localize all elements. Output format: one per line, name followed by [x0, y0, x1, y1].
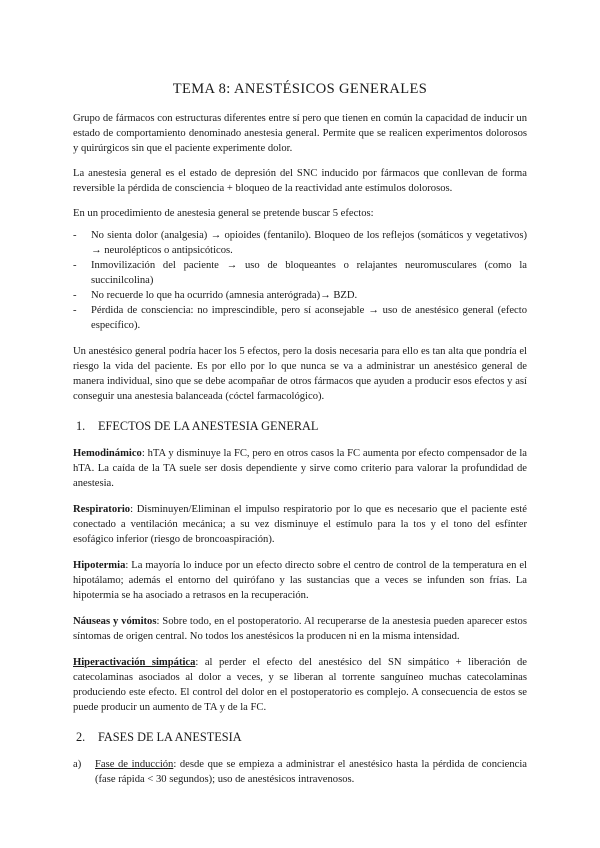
effect-text: : al perder el efecto del anestésico del SN simpático + liberación de catecolaminas asociados al dolor a veces, y se liberan al torrente sanguíneo muchas catecolaminas produciendo este efecto. El control del dolor en el postoperatorio es complejo. A consecuencia de estos se puede producir un aumento de TA y de la FC.	[73, 657, 527, 713]
effect-text: : hTA y disminuye la FC, pero en otros casos la FC aumenta por efecto compensador de la hTA. La caída de la TA suele ser dosis dependiente y sirve como criterio para valorar la profundidad de anestesia.	[73, 448, 527, 489]
intro-paragraph-2: La anestesia general es el estado de depresión del SNC inducido por fármacos que conllevan de forma reversible la pérdida de consciencia + bloqueo de la reactividad ante estímulos dolorosos.	[73, 168, 527, 194]
page-title: TEMA 8: ANESTÉSICOS GENERALES	[172, 81, 428, 97]
phase-label: Fase de inducción	[95, 759, 174, 770]
effect-hypothermia	[73, 558, 527, 603]
effect-label: Hemodinámico	[73, 448, 142, 459]
effects-list	[73, 228, 527, 333]
list-item-text: No recuerde lo que ha ocurrido (amnesia anterógrada)→ BZD.	[91, 290, 358, 301]
effect-hemodynamic	[73, 446, 527, 491]
effect-respiratory	[73, 502, 527, 547]
intro-paragraph-3: En un procedimiento de anestesia general se pretende buscar 5 efectos:	[73, 208, 374, 219]
section-1-title: EFECTOS DE LA ANESTESIA GENERAL	[98, 419, 319, 433]
intro-paragraph-1: Grupo de fármacos con estructuras diferentes entre sí pero que tienen en común la capacidad de inducir un estado de comportamiento denominado anestesia general. Permite que se realicen experimentos dolorosos y quirúrgicos sin que el paciente experimente dolor.	[73, 113, 527, 154]
phases-list	[73, 757, 527, 787]
effect-sympathetic	[73, 655, 527, 715]
section-1-heading	[73, 418, 527, 434]
balanced-anesthesia-paragraph: Un anestésico general podría hacer los 5 efectos, pero la dosis necesaria para ello es tan alta que pondría el riesgo la vida del paciente. Es por ello por lo que nunca se va a administrar un anestésico general de manera individual, sino que se debe acompañar de otros fármacos que ayuden a producir esos efectos y así conseguir una anestesia balanceada (cóctel farmacológico).	[73, 346, 527, 402]
dash-bullet: -	[73, 305, 77, 316]
phase-induction	[73, 757, 527, 787]
effect-label: Hiperactivación simpática	[73, 657, 196, 668]
list-item-text: No sienta dolor (analgesia) → opioides (fentanilo). Bloqueo de los reflejos (somáticos y vegetativos) → neurolépticos o antipsicóticos.	[91, 230, 527, 256]
dash-bullet: -	[73, 260, 77, 271]
dash-bullet: -	[73, 230, 77, 241]
section-2-title: FASES DE LA ANESTESIA	[98, 730, 242, 744]
effect-text: : Disminuyen/Eliminan el impulso respiratorio por lo que es necesario que el paciente esté conectado a ventilación mecánica; a su vez disminuye el estímulo para la tos y el tono del esfínter esofágico inferior (riesgo de broncoaspiración).	[73, 504, 527, 545]
list-item-text: Pérdida de consciencia: no imprescindible, pero sí aconsejable → uso de anestésico general (efecto específico).	[91, 305, 527, 331]
effect-text: : La mayoría lo induce por un efecto directo sobre el centro de control de la temperatura en el hipotálamo; además el entorno del quirófano y las sustancias que a veces se infunden son frías. La hipotermia se ha asociado a retrasos en la recuperación.	[73, 560, 527, 601]
effect-label: Hipotermia	[73, 560, 126, 571]
effect-text: : Sobre todo, en el postoperatorio. Al recuperarse de la anestesia pueden aparecer estos síntomas de origen central. No todos los anestésicos la producen ni en la misma intensidad.	[73, 616, 527, 642]
list-item	[73, 258, 527, 288]
effect-label: Respiratorio	[73, 504, 131, 515]
phase-text: : desde que se empieza a administrar el anestésico hasta la pérdida de conciencia (fase rápida < 30 segundos); uso de anestésicos intravenosos.	[95, 759, 527, 785]
effect-label: Náuseas y vómitos	[73, 616, 157, 627]
section-2-heading	[73, 729, 527, 745]
list-item	[73, 303, 527, 333]
list-item	[73, 228, 527, 258]
list-item	[73, 288, 527, 303]
list-item-text: Inmovilización del paciente → uso de bloqueantes o relajantes neuromusculares (como la succinilcolina)	[91, 260, 527, 286]
section-2-number: 2.	[76, 730, 86, 744]
dash-bullet: -	[73, 290, 77, 301]
phase-marker: a)	[73, 759, 82, 770]
effect-nausea	[73, 614, 527, 644]
section-1-number: 1.	[76, 419, 86, 433]
document-body	[73, 111, 527, 787]
